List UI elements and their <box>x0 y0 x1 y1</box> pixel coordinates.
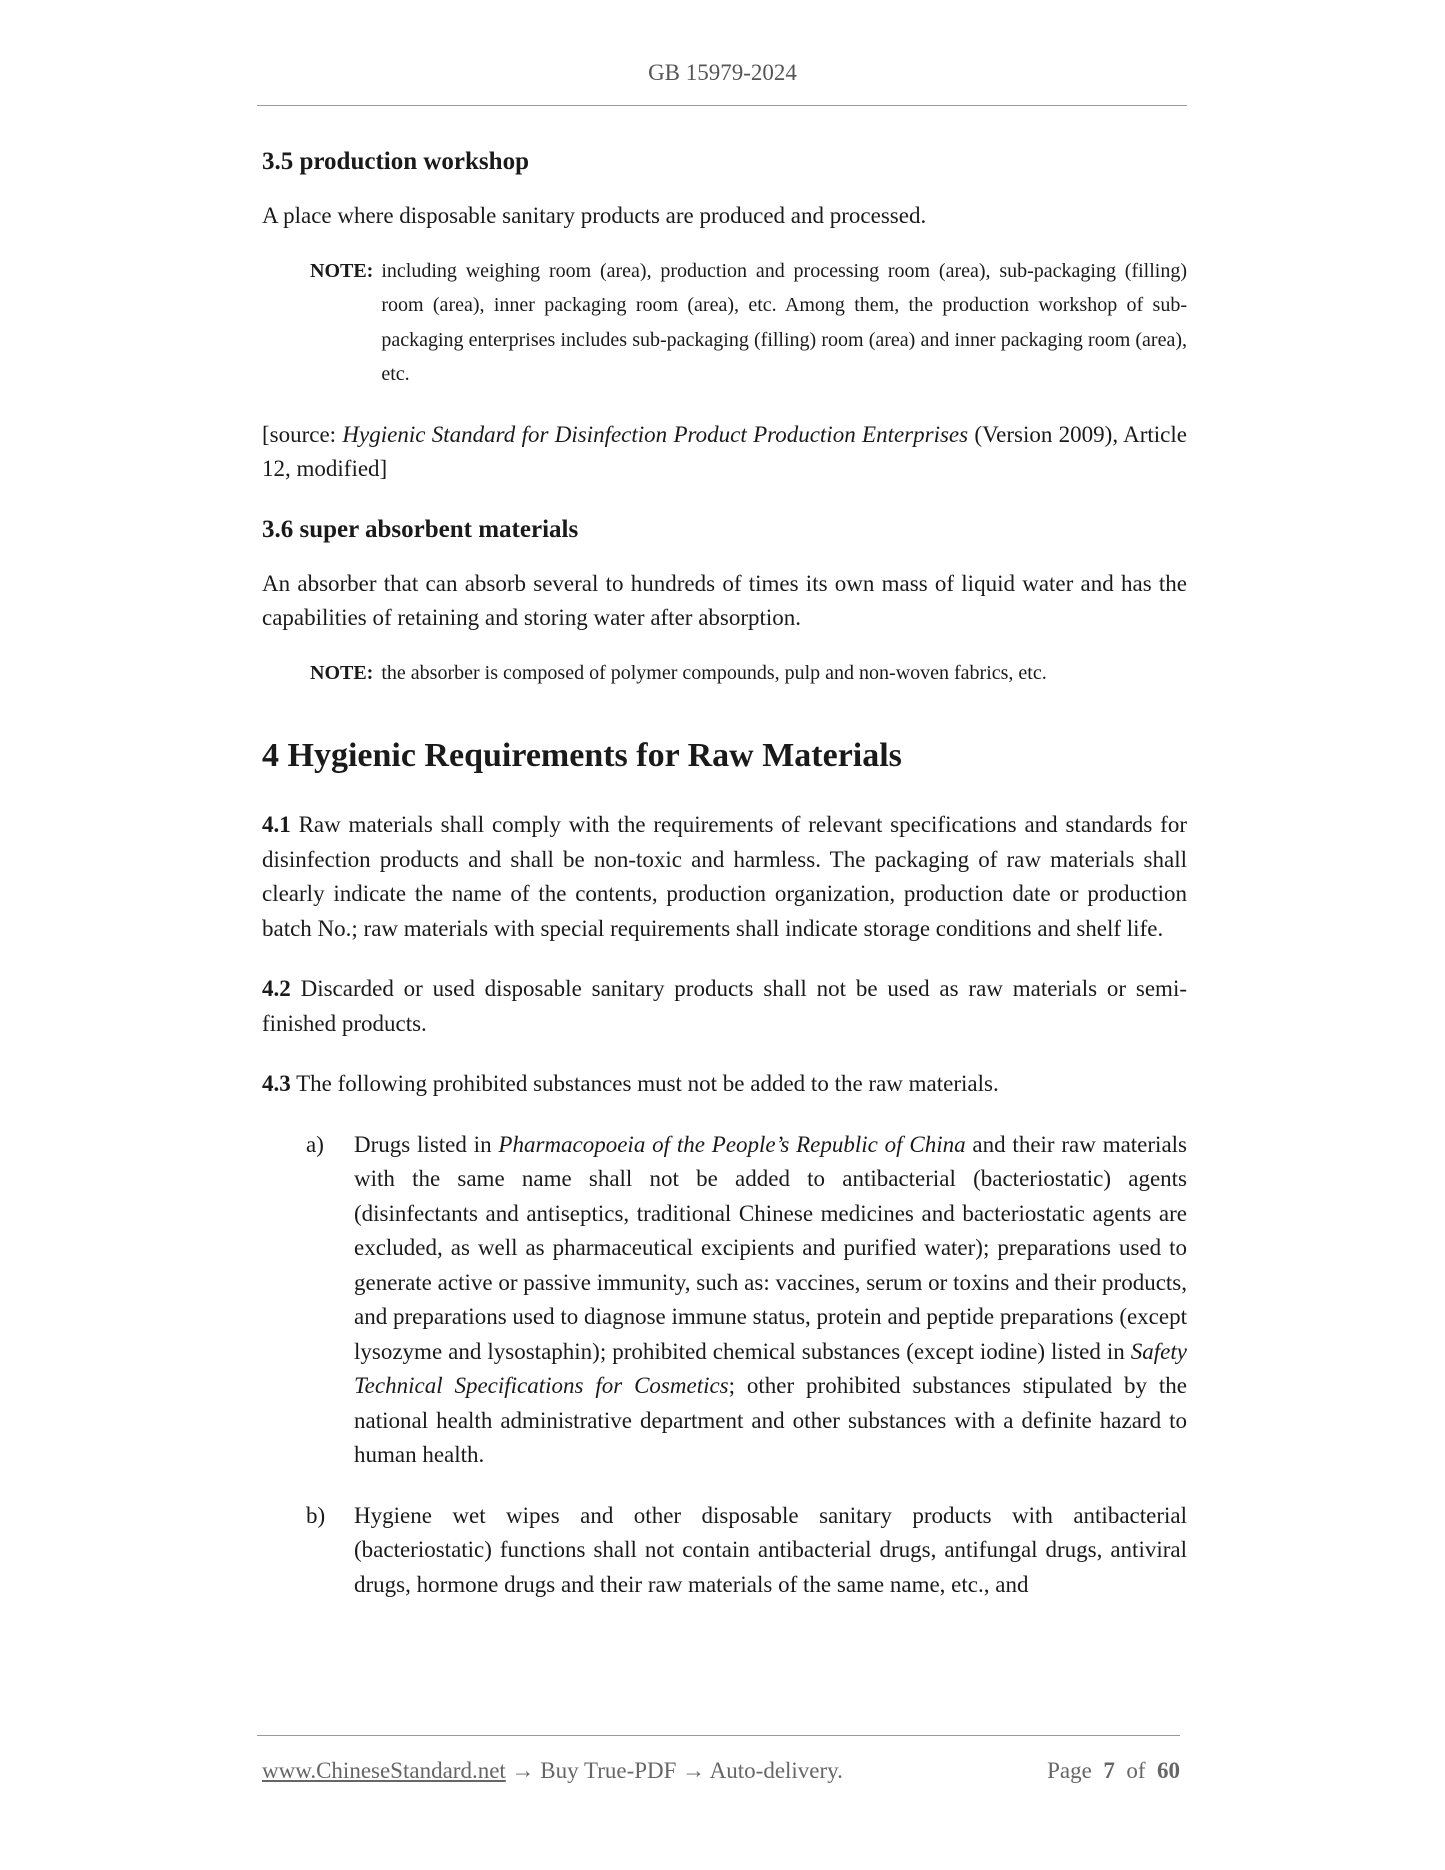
clause-4-2 <box>262 972 1187 1041</box>
clause-4-3 <box>262 1067 1187 1102</box>
page-content <box>262 145 1187 1628</box>
section-3-5-note <box>262 254 1187 392</box>
list-item-label: a) <box>306 1131 324 1157</box>
list-item-label: b) <box>306 1502 326 1528</box>
total-pages: 60 <box>1157 1758 1180 1783</box>
section-4-heading: 4 Hygienic Requirements for Raw Materials <box>262 737 902 774</box>
page-indicator <box>1047 1758 1180 1784</box>
section-3-5-heading: 3.5 production workshop <box>262 148 529 175</box>
document-header: GB 15979-2024 <box>648 60 797 85</box>
list-item-a <box>262 1128 1187 1473</box>
list-item-text <box>354 1128 1187 1473</box>
text-run: Drugs listed in <box>354 1131 499 1157</box>
source-suffix: (Version 2009), Article 12, modified] <box>262 421 1187 481</box>
current-page: 7 <box>1103 1758 1115 1783</box>
note-label: NOTE: <box>310 259 374 282</box>
clause-number: 4.2 <box>262 976 291 1001</box>
clause-4-1 <box>262 808 1187 946</box>
header-divider <box>257 105 1187 106</box>
source-title: Hygienic Standard for Disinfection Product Production Enterprises <box>342 421 969 447</box>
cited-title: Safety Technical Specifications for Cosmetics <box>354 1338 1187 1398</box>
clause-number: 4.1 <box>262 812 291 837</box>
section-3-5-source <box>262 418 1187 487</box>
list-item-b <box>262 1499 1187 1603</box>
list-item-text: Hygiene wet wipes and other disposable sanitary products with antibacterial (bacteriostatic) functions shall not contain antibacterial drugs, antifungal drugs, antiviral drugs, hormone drugs and their raw materials of the same name, etc., and <box>354 1502 1187 1597</box>
text-run: ; other prohibited substances stipulated by the national health administrative department and other substances with a definite hazard to human health. <box>354 1373 1187 1467</box>
note-text: the absorber is composed of polymer compounds, pulp and non-woven fabrics, etc. <box>381 661 1047 684</box>
note-text: including weighing room (area), production and processing room (area), sub-packaging (filling) room (area), inner packaging room (area), etc. Among them, the production workshop of sub-packaging enterprises includes sub-packaging (filling) room (area) and inner packaging room (area), etc. <box>381 259 1187 385</box>
section-3-6-heading: 3.6 super absorbent materials <box>262 515 579 543</box>
clause-text: Discarded or used disposable sanitary products shall not be used as raw materials or semi-finished products. <box>262 976 1187 1036</box>
document-footer <box>262 1758 1180 1784</box>
website-link[interactable]: www.ChineseStandard.net <box>262 1758 506 1783</box>
footer-left <box>262 1758 843 1784</box>
section-3-6-definition: An absorber that can absorb several to hundreds of times its own mass of liquid water and has the capabilities of retaining and storing water after absorption. <box>262 570 1187 630</box>
source-prefix: [source: <box>262 421 343 447</box>
cited-title: Pharmacopoeia of the People’s Republic of China <box>498 1131 966 1157</box>
of-word: of <box>1126 1758 1146 1783</box>
note-label: NOTE: <box>310 661 374 684</box>
section-3-6-note <box>262 656 1187 691</box>
clause-number: 4.3 <box>262 1071 291 1096</box>
clause-text: The following prohibited substances must not be added to the raw materials. <box>290 1071 999 1096</box>
section-3-5-definition: A place where disposable sanitary products are produced and processed. <box>262 203 927 228</box>
page-word: Page <box>1047 1758 1092 1783</box>
footer-divider <box>257 1735 1180 1736</box>
clause-text: Raw materials shall comply with the requirements of relevant specifications and standards for disinfection products and shall be non-toxic and harmless. The packaging of raw materials shall clearly indicate the name of the contents, production organization, production date or production batch No.; raw materials with special requirements shall indicate storage conditions and shelf life. <box>262 812 1187 941</box>
text-run: and their raw materials with the same name shall not be added to antibacterial (bacteriostatic) agents (disinfectants and antiseptics, traditional Chinese medicines and bacteriostatic agents are excluded, as well as pharmaceutical excipients and purified water); preparations used to generate active or passive immunity, such as: vaccines, serum or toxins and their products, and preparations used to diagnose immune status, protein and peptide preparations (except lysozyme and lysostaphin); prohibited chemical substances (except iodine) listed in <box>354 1131 1187 1364</box>
footer-tagline: → Buy True-PDF → Auto-delivery. <box>505 1758 843 1783</box>
